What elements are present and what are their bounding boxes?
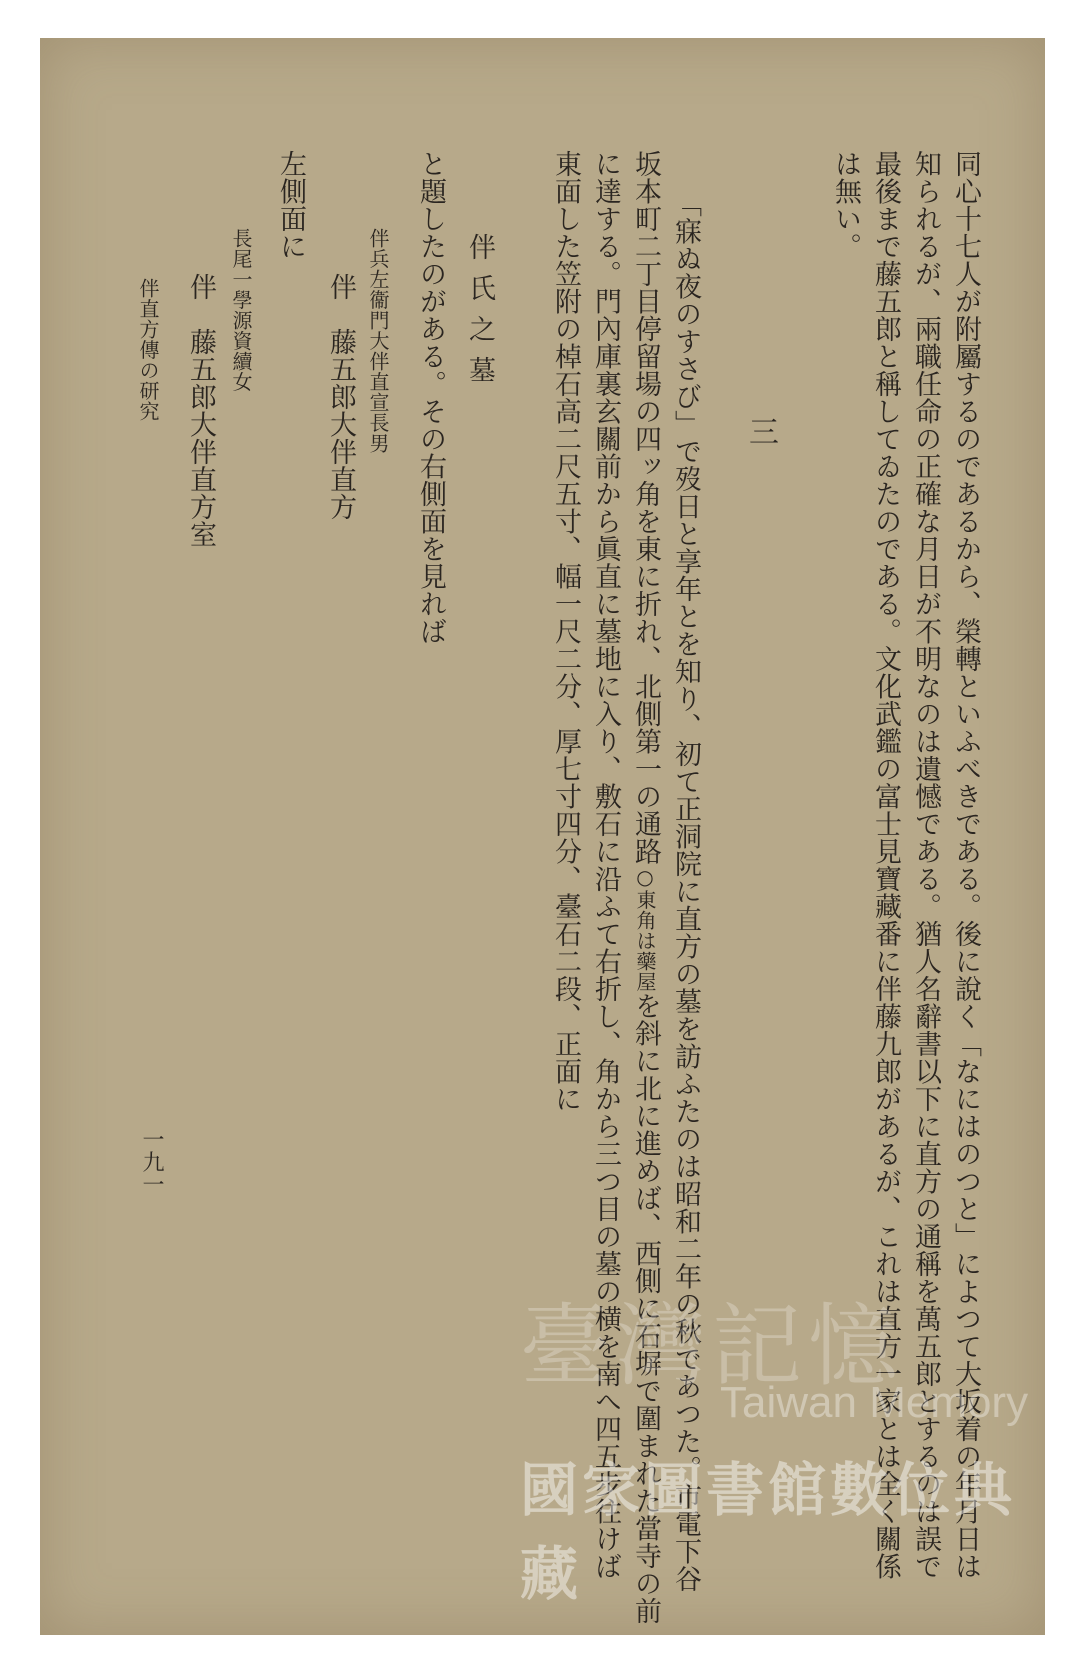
page-number: 一九一 [139, 1128, 164, 1196]
text-line-8: 東面した笠附の棹石高二尺五寸、幅一尺二分、厚七寸四分、臺石二段、正面に [550, 150, 581, 1113]
text-line-4: は無い。 [830, 150, 861, 260]
section-number: 三 [743, 416, 778, 447]
inscription-right-name: 伴 藤五郎大伴直方 [325, 273, 356, 521]
text-line-9: と題したのがある。その右側面を見れば [415, 150, 446, 645]
watermark-english: Taiwan Memory [720, 1378, 1029, 1427]
text-line-1: 同心十七人が附屬するのであるから、榮轉といふべきである。後に說く「なにはのつと」によつて大坂着の年月日は [950, 150, 981, 1580]
inscription-left-sub: 長尾一學源資續女 [229, 228, 253, 392]
inscription-left-name: 伴 藤五郎大伴直方室 [185, 273, 216, 548]
text-line-10: 左側面に [275, 150, 306, 260]
text-line-6 [625, 150, 665, 1625]
text-line-7: に達する。門內庫裏玄關前から眞直に墓地に入り、敷石に沿ふて右折し、角から三つ目の墓の横を南へ四五步往けば [590, 150, 621, 1580]
inscription-right-sub: 伴兵左衞門大伴直宣長男 [366, 228, 390, 454]
inscription-front: 伴氏之墓 [464, 233, 495, 397]
watermark-institution: 國家圖書館數位典藏 [520, 1458, 1017, 1607]
book-page [40, 38, 1045, 1635]
inline-note: ○東角は藥屋 [633, 865, 657, 992]
text-line-6-part-b: を斜に北に進めば、西側に石塀で圍まれた當寺の前 [630, 992, 661, 1625]
text-line-6-part-a: 坂本町二丁目停留場の四ッ角を東に折れ、北側第一の通路 [630, 150, 661, 865]
text-line-3: 最後まで藤五郎と稱してゐたのである。文化武鑑の富士見寶藏番に伴藤九郎があるが、これは直方一家とは全く關係 [870, 150, 901, 1580]
running-title: 伴直方傳の研究 [136, 278, 160, 422]
watermark-title: 臺灣記憶 [520, 1294, 904, 1399]
text-line-2: 知られるが、兩職任命の正確な月日が不明なのは遺憾である。猶人名辭書以下に直方の通稱を萬五郎とするのは誤で [910, 150, 941, 1580]
text-line-5: 「寐ぬ夜のすさび」で歿日と享年とを知り、初て正洞院に直方の墓を訪ふたのは昭和二年の秋であつた。市電下谷 [670, 190, 701, 1593]
